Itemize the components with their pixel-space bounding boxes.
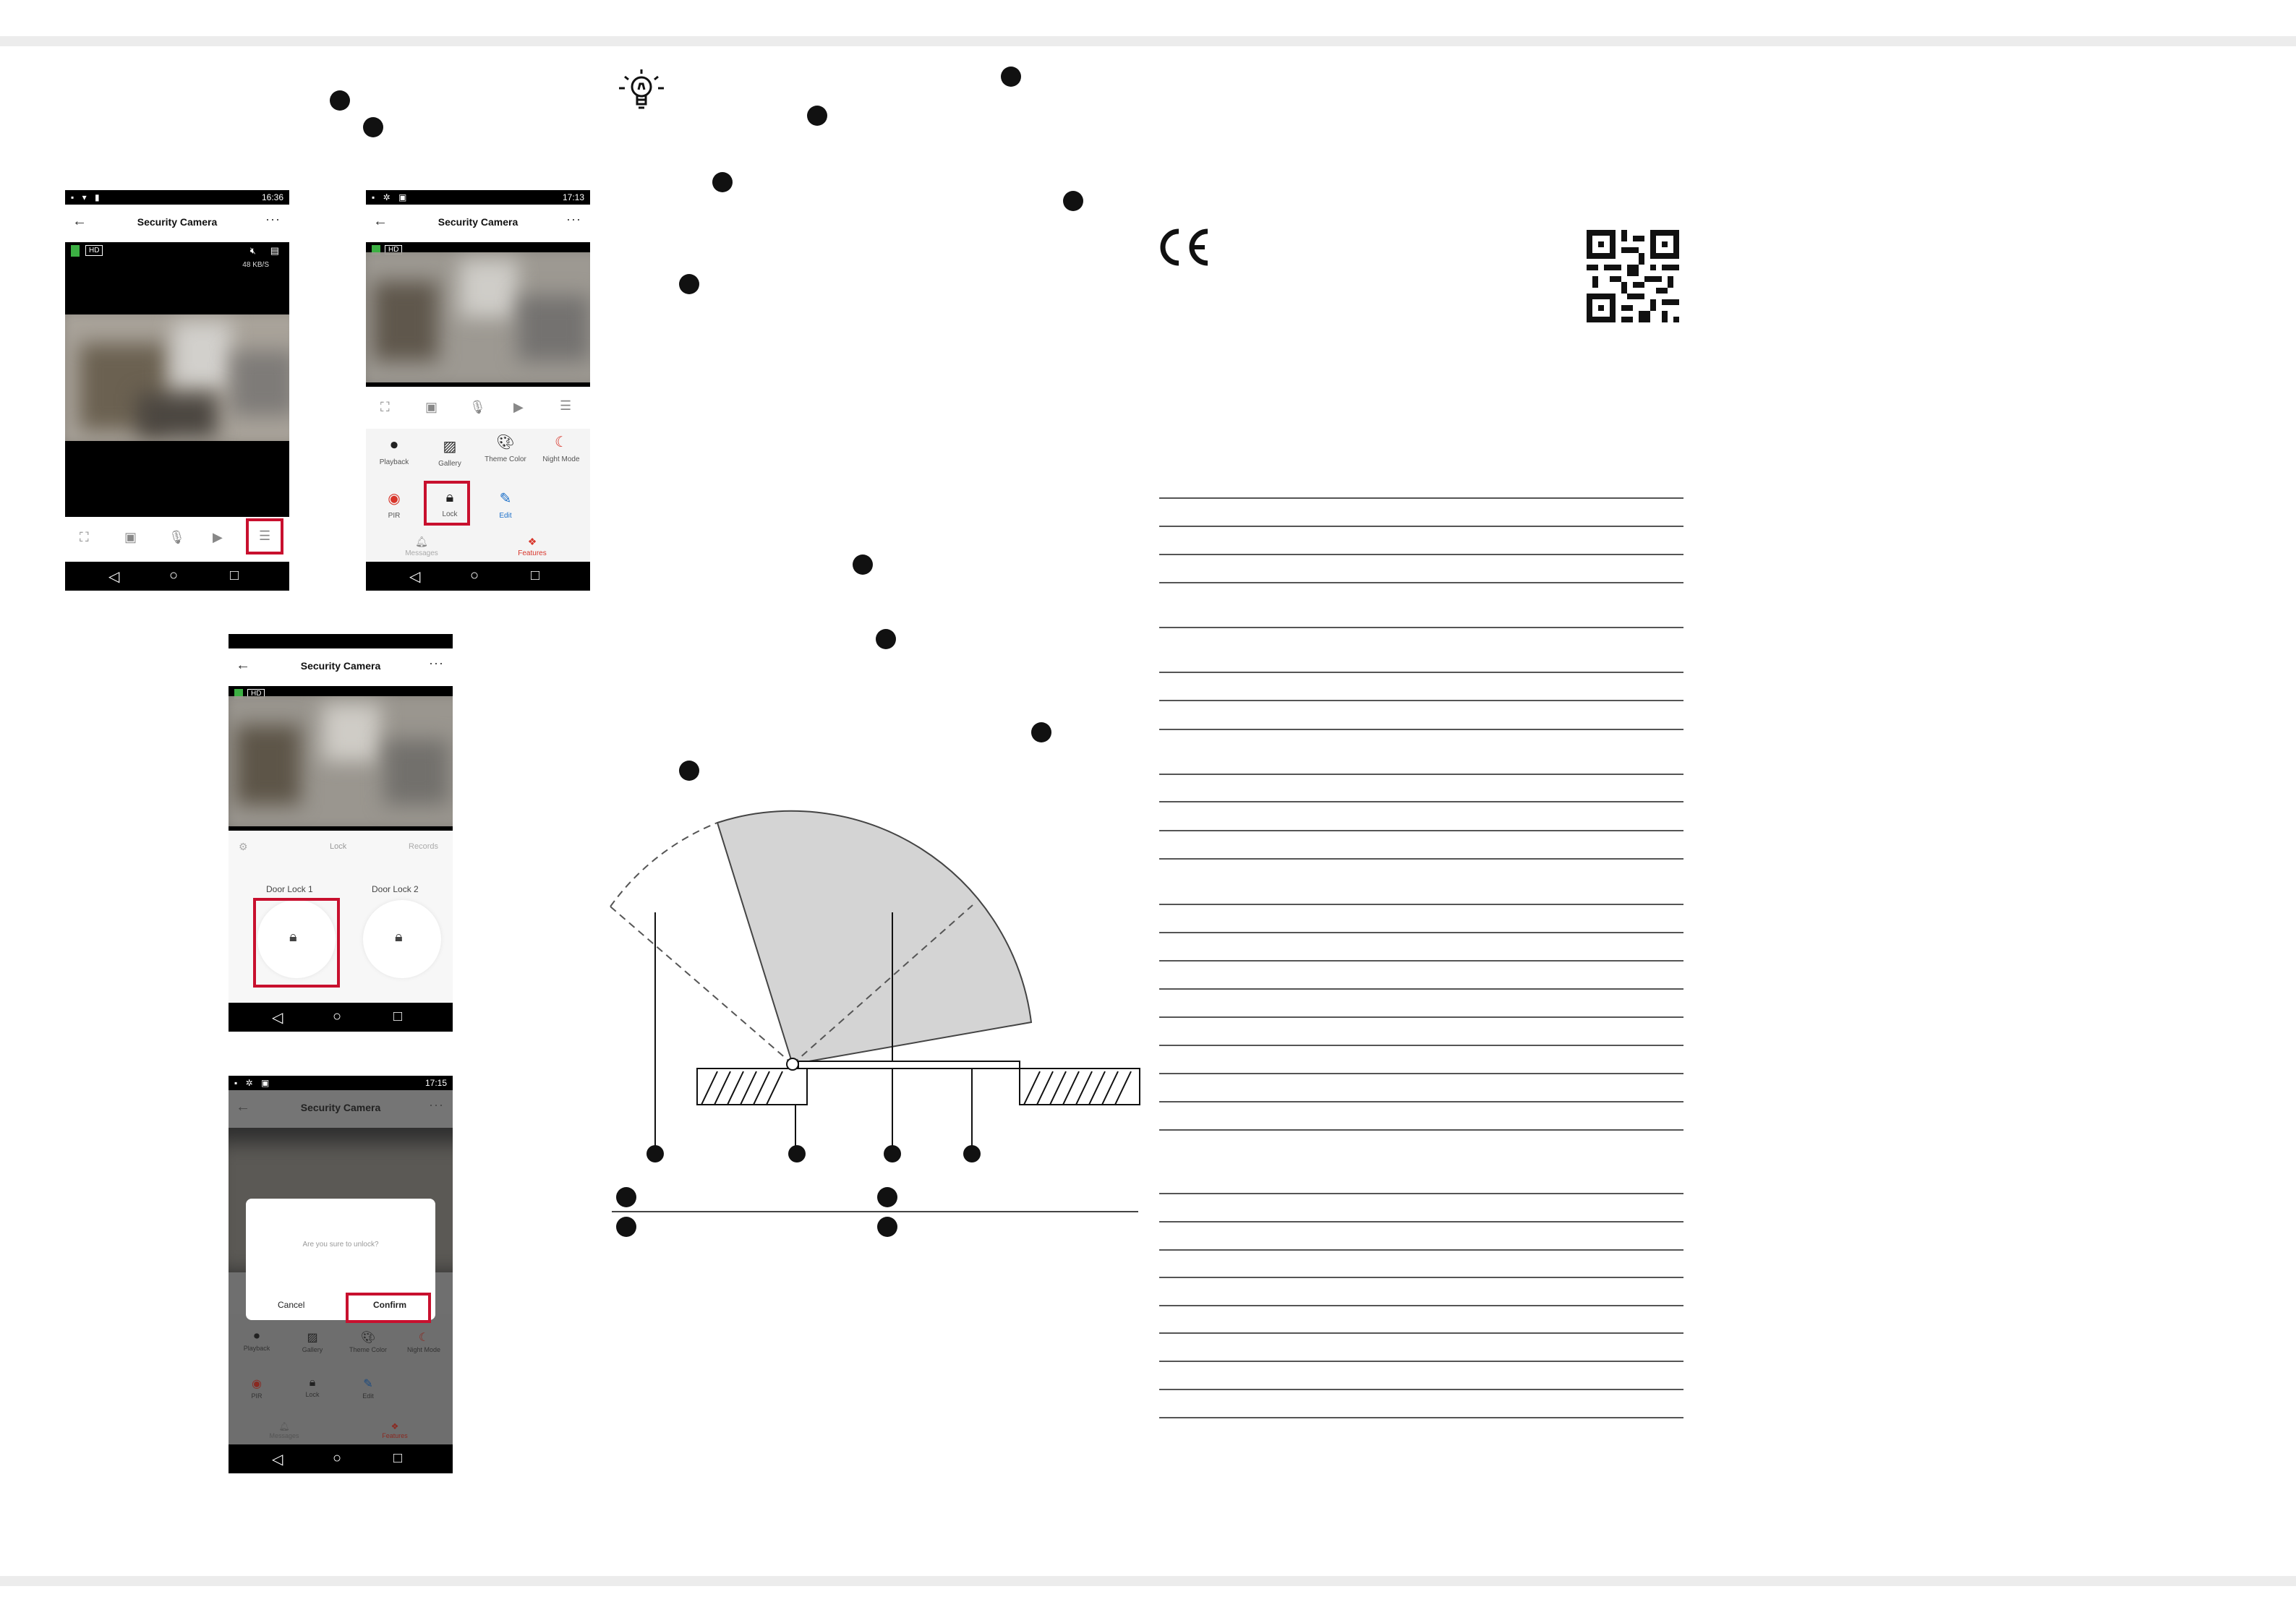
nav-recents-icon[interactable]: □ <box>531 568 540 583</box>
status-time: 16:36 <box>261 192 283 202</box>
feature-pir[interactable]: ◉ PIR <box>231 1376 282 1400</box>
marker-dot <box>363 117 383 137</box>
fullscreen-icon[interactable]: ⛶ <box>80 530 89 544</box>
ruled-line <box>1159 774 1683 775</box>
settings-gear-icon[interactable]: ⚙ <box>239 841 248 852</box>
phone-screenshot-features <box>366 190 590 591</box>
hd-badge[interactable]: HD <box>385 245 402 254</box>
ruled-line <box>1159 497 1683 499</box>
legend-dot <box>616 1217 636 1237</box>
ruled-line <box>1159 1305 1683 1306</box>
marker-dot <box>1001 67 1021 87</box>
nav-recents-icon[interactable]: □ <box>393 1450 403 1466</box>
highlight-confirm-button <box>346 1293 431 1323</box>
screenshot-icon[interactable]: ▣ <box>425 400 438 414</box>
feature-theme-color[interactable]: 🎨︎ Theme Color <box>343 1330 393 1354</box>
mute-icon[interactable]: 🔇︎ <box>249 245 256 256</box>
feature-playback[interactable]: ⏺ Playback <box>231 1330 282 1353</box>
ruled-line <box>1159 1073 1683 1074</box>
edit-icon: ✎ <box>363 1378 373 1390</box>
more-icon[interactable]: ··· <box>265 212 281 226</box>
qr-code <box>1587 230 1679 322</box>
top-band <box>0 36 2296 46</box>
feature-edit[interactable]: ✎ Edit <box>480 489 531 520</box>
feature-playback[interactable]: ⏺ Playback <box>369 437 419 466</box>
fullscreen-icon[interactable]: ⛶ <box>380 400 390 414</box>
app-title: Security Camera <box>137 216 218 228</box>
nav-home-icon[interactable]: ○ <box>169 568 179 583</box>
ruled-line <box>1159 1249 1683 1251</box>
legend-dot <box>877 1187 897 1207</box>
record-icon[interactable]: ▶ <box>213 530 223 544</box>
nav-recents-icon[interactable]: □ <box>393 1009 403 1024</box>
marker-dot <box>807 106 827 126</box>
door-swing-diagram <box>607 810 1143 1171</box>
control-bar <box>366 387 590 429</box>
nav-back-icon[interactable]: ◁ <box>272 1452 283 1468</box>
nav-home-icon[interactable]: ○ <box>333 1009 342 1024</box>
menu-icon[interactable]: ☰ <box>259 528 271 543</box>
ruled-line <box>1159 1045 1683 1046</box>
app-title: Security Camera <box>300 660 381 672</box>
lock-icon: 🔒︎ <box>445 489 454 505</box>
ce-mark <box>1157 226 1215 269</box>
android-nav-bar <box>366 562 590 591</box>
ruled-line <box>1159 858 1683 860</box>
bottom-band <box>0 1576 2296 1586</box>
app-title: Security Camera <box>300 1102 381 1113</box>
android-nav-bar <box>229 1444 453 1473</box>
feature-gallery[interactable]: ▨ Gallery <box>287 1330 338 1354</box>
cancel-button[interactable]: Cancel <box>278 1300 305 1310</box>
video-feed <box>65 242 289 517</box>
ruled-line <box>1159 960 1683 962</box>
more-icon[interactable]: ··· <box>566 212 581 226</box>
bell-icon: 🔔︎ <box>415 536 428 547</box>
padlock-icon: 🔒︎ <box>289 929 297 945</box>
records-link[interactable]: Records <box>409 842 438 851</box>
ruled-line <box>1159 1016 1683 1018</box>
highlight-menu-button <box>246 518 283 554</box>
feature-night-mode[interactable]: ☾ Night Mode <box>536 433 586 463</box>
confirm-button[interactable]: Confirm <box>373 1300 406 1310</box>
gallery-icon: ▨ <box>307 1332 318 1344</box>
ruled-line <box>1159 1101 1683 1102</box>
video-feed <box>366 242 590 387</box>
marker-dot <box>712 172 733 192</box>
app-bar <box>229 648 453 686</box>
playback-icon: ⏺ <box>253 1330 260 1342</box>
ruled-line <box>1159 830 1683 831</box>
ruled-line <box>1159 904 1683 905</box>
speed-readout: 48 KB/S <box>242 261 269 269</box>
marker-dot <box>1031 722 1051 742</box>
phone-screenshot-live-view <box>65 190 289 591</box>
marker-dot <box>679 274 699 294</box>
app-bar <box>366 205 590 242</box>
feature-theme-color[interactable]: 🎨︎ Theme Color <box>480 433 531 463</box>
feature-lock[interactable]: 🔒︎ Lock <box>424 489 475 518</box>
ruled-line <box>1159 1193 1683 1194</box>
ruled-line <box>1159 700 1683 701</box>
status-time: 17:13 <box>562 192 584 202</box>
gallery-icon: ▨ <box>443 439 457 455</box>
status-bar <box>229 634 453 648</box>
dialog-message: Are you sure to unlock? <box>302 1241 379 1249</box>
ruled-line <box>1159 526 1683 527</box>
lock-icon: 🔒︎ <box>309 1376 316 1389</box>
ruled-line <box>1159 932 1683 933</box>
night-mode-icon: ☾ <box>418 1332 430 1344</box>
padlock-icon: 🔒︎ <box>395 929 403 945</box>
ruled-line <box>1159 1332 1683 1334</box>
app-title: Security Camera <box>438 216 518 228</box>
app-bar <box>229 1090 453 1128</box>
tab-features[interactable]: ❖ Features <box>370 1421 420 1440</box>
ruled-line <box>1159 1389 1683 1390</box>
ruled-line <box>1159 729 1683 730</box>
feature-gallery[interactable]: ▨ Gallery <box>424 437 475 468</box>
features-panel <box>366 429 590 562</box>
features-icon: ❖ <box>391 1421 399 1431</box>
nav-home-icon[interactable]: ○ <box>333 1450 342 1466</box>
bell-icon: 🔔︎ <box>278 1421 290 1431</box>
lock-header-title: Lock <box>330 842 347 851</box>
pir-icon: ◉ <box>252 1378 262 1390</box>
ruled-line <box>1159 582 1683 583</box>
door-lock-1-label: Door Lock 1 <box>266 884 313 894</box>
marker-dot <box>876 629 896 649</box>
feature-lock[interactable]: 🔒︎ Lock <box>287 1376 338 1399</box>
highlight-lock-feature <box>424 481 470 526</box>
legend-dot <box>877 1217 897 1237</box>
back-arrow-icon[interactable]: ← <box>236 1099 250 1115</box>
palette-icon: 🎨︎ <box>360 1332 376 1344</box>
door-lock-2-label: Door Lock 2 <box>372 884 419 894</box>
night-mode-icon: ☾ <box>555 434 568 450</box>
back-arrow-icon[interactable]: ← <box>236 657 250 673</box>
ruled-line <box>1159 988 1683 990</box>
palette-icon: 🎨︎ <box>496 434 515 450</box>
lightbulb-icon <box>616 67 667 117</box>
nav-home-icon[interactable]: ○ <box>470 568 479 583</box>
back-arrow-icon[interactable]: ← <box>373 213 388 229</box>
android-nav-bar <box>229 1003 453 1032</box>
pir-icon: ◉ <box>388 491 401 507</box>
back-arrow-icon[interactable]: ← <box>72 213 87 229</box>
more-icon[interactable]: ··· <box>429 656 444 670</box>
highlight-door-lock-1 <box>253 898 340 988</box>
hd-badge[interactable]: HD <box>247 689 265 698</box>
video-feed <box>229 686 453 831</box>
marker-dot <box>853 554 873 575</box>
tab-messages[interactable]: 🔔︎ Messages <box>396 536 447 557</box>
nav-back-icon[interactable]: ◁ <box>409 569 421 585</box>
door-lock-2-button[interactable] <box>363 900 441 978</box>
tab-messages[interactable]: 🔔︎ Messages <box>259 1421 310 1440</box>
status-time: 17:15 <box>424 1078 447 1088</box>
sd-icon[interactable]: ▤ <box>270 245 279 256</box>
microphone-icon[interactable]: 🎙︎ <box>469 400 486 414</box>
status-bar: ▪ ✲ ▣ 17:13 <box>366 190 590 205</box>
ruled-line <box>1159 1361 1683 1362</box>
menu-icon[interactable]: ☰ <box>560 398 572 413</box>
nav-recents-icon[interactable]: □ <box>230 568 239 583</box>
marker-dot <box>679 761 699 781</box>
marker-dot <box>1063 191 1083 211</box>
android-nav-bar <box>65 562 289 591</box>
ruled-line <box>1159 1221 1683 1222</box>
app-bar <box>65 205 289 242</box>
ruled-line <box>1159 801 1683 802</box>
ruled-line <box>1159 627 1683 628</box>
features-panel-dimmed <box>229 1314 453 1444</box>
features-icon: ❖ <box>527 536 537 547</box>
ruled-line <box>1159 1277 1683 1278</box>
hd-badge[interactable]: HD <box>85 245 103 256</box>
ruled-line <box>1159 672 1683 673</box>
nav-back-icon[interactable]: ◁ <box>272 1010 283 1026</box>
ruled-line <box>1159 1129 1683 1131</box>
phone-screenshot-lock-panel <box>229 634 453 1032</box>
nav-back-icon[interactable]: ◁ <box>108 569 120 585</box>
status-bar: ▪ ▾ ▮ 16:36 <box>65 190 289 205</box>
playback-icon: ⏺ <box>391 437 398 453</box>
tab-features[interactable]: ❖ Features <box>507 536 558 557</box>
ruled-line <box>1159 554 1683 555</box>
feature-pir[interactable]: ◉ PIR <box>369 489 419 520</box>
more-icon[interactable]: ··· <box>429 1097 444 1112</box>
marker-dot <box>330 90 350 111</box>
phone-screenshot-unlock-confirm <box>229 1076 453 1473</box>
legend-dot <box>616 1187 636 1207</box>
feature-edit[interactable]: ✎ Edit <box>343 1376 393 1400</box>
microphone-icon[interactable]: 🎙︎ <box>168 530 185 544</box>
ruled-line <box>1159 1417 1683 1418</box>
status-bar: ▪ ✲ ▣ 17:15 <box>229 1076 453 1090</box>
feature-night-mode[interactable]: ☾ Night Mode <box>398 1330 449 1354</box>
record-icon[interactable]: ▶ <box>513 400 524 414</box>
legend-separator <box>612 1211 1138 1212</box>
edit-icon: ✎ <box>499 491 512 507</box>
screenshot-icon[interactable]: ▣ <box>124 530 137 544</box>
